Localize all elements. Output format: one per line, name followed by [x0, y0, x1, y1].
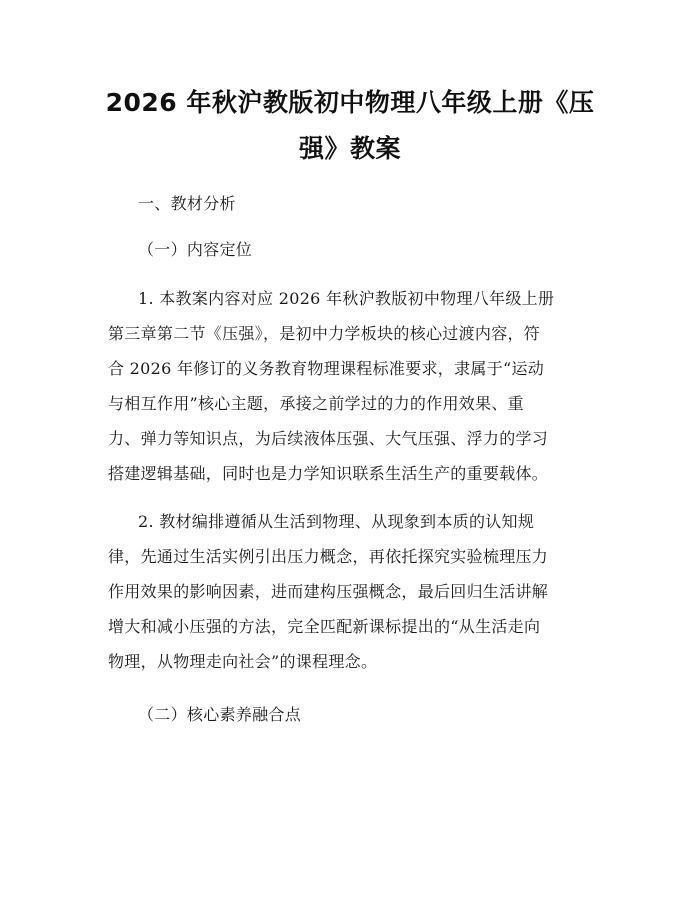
subsection-heading-core-literacy: （二）核心素养融合点	[138, 705, 302, 724]
document-title-line-2: 强》教案	[298, 134, 401, 163]
paragraph-1-line: 搭建逻辑基础，同时也是力学知识联系生活生产的重要载体。	[108, 464, 549, 483]
paragraph-2-line: 律，先通过生活实例引出压力概念，再依托探究实验梳理压力	[108, 547, 549, 566]
paragraph-2-line: 2. 教材编排遵循从生活到物理、从现象到本质的认知规	[138, 512, 535, 531]
paragraph-2-line: 作用效果的影响因素，进而建构压强概念，最后回归生活讲解	[108, 582, 549, 601]
paragraph-1-line: 力、弹力等知识点，为后续液体压强、大气压强、浮力的学习	[108, 429, 549, 448]
paragraph-2-line: 增大和减小压强的方法，完全匹配新课标提出的“从生活走向	[108, 617, 541, 636]
paragraph-1-line: 1. 本教案内容对应 2026 年秋沪教版初中物理八年级上册	[138, 289, 555, 308]
document-title-line-1: 2026 年秋沪教版初中物理八年级上册《压	[105, 88, 595, 117]
subsection-heading-content-positioning: （一）内容定位	[138, 240, 253, 259]
section-heading-textbook-analysis: 一、教材分析	[138, 194, 236, 213]
paragraph-1-line: 第三章第二节《压强》，是初中力学板块的核心过渡内容，符	[108, 324, 541, 343]
paragraph-1-line: 与相互作用”核心主题，承接之前学过的力的作用效果、重	[108, 394, 524, 413]
paragraph-2-line: 物理，从物理走向社会”的课程理念。	[108, 652, 378, 671]
paragraph-1-line: 合 2026 年修订的义务教育物理课程标准要求，隶属于“运动	[108, 359, 545, 378]
